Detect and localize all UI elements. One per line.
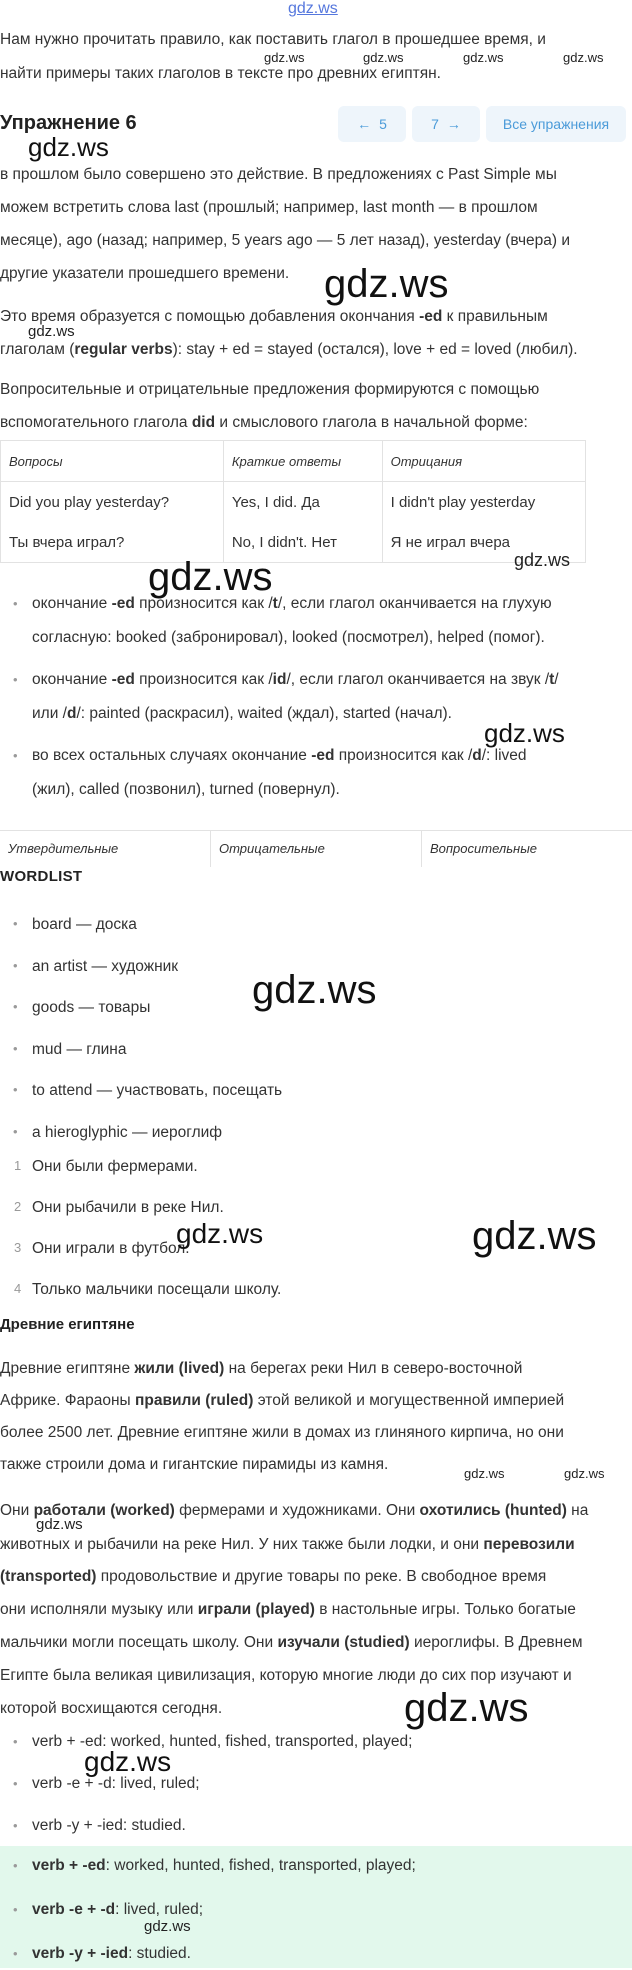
text-line: Они работали (worked) фермерами и художниками. Они охотились (hunted) на	[0, 1502, 589, 1519]
rule-line: в прошлом было совершено это действие. В предложениях с Past Simple мы	[0, 166, 557, 183]
list-item: • goods — товары	[13, 999, 151, 1016]
list-item: • board — доска	[13, 916, 137, 933]
table-header: Утвердительные	[0, 831, 211, 867]
bullet-icon: •	[13, 999, 18, 1014]
watermark: gdz.ws	[463, 50, 504, 65]
list-item: • окончание -ed произносится как /id/, если глагол оканчивается на звук /t/ или /d/: painted (раскрасил), waited (ждал), started (начал).	[0, 663, 632, 731]
list-item: • to attend — участвовать, посещать	[13, 1082, 283, 1099]
list-item: • a hieroglyphic — иероглиф	[13, 1123, 223, 1141]
sentence-types-header	[0, 830, 632, 867]
watermark: gdz.ws	[144, 1918, 191, 1935]
watermark: gdz.ws	[324, 262, 449, 306]
bullet-icon: •	[13, 596, 18, 611]
watermark: gdz.ws	[36, 1516, 83, 1533]
item-number: 4	[14, 1281, 22, 1296]
rule-line: другие указатели прошедшего времени.	[0, 265, 290, 282]
list-item: • окончание -ed произносится как /t/, если глагол оканчивается на глухую согласную: booked (забронировал), looked (посмотрел), helped (помог).	[0, 587, 632, 655]
table-cell: Did you play yesterday?	[1, 482, 224, 523]
list-item: • verb + -ed: worked, hunted, fished, transported, played;	[0, 1728, 632, 1770]
text-line: которой восхищаются сегодня.	[0, 1700, 223, 1717]
text-line: Египте была великая цивилизация, которую многие люди до сих пор изучают и	[0, 1667, 572, 1684]
table-header: Вопросы	[1, 441, 224, 482]
rule-line: месяце), ago (назад; например, 5 years ago — 5 лет назад), yesterday (вчера) и	[0, 232, 571, 249]
text-title: Древние египтяне	[0, 1316, 135, 1333]
bullet-icon: •	[13, 1902, 18, 1917]
watermark: gdz.ws	[363, 50, 404, 65]
watermark: gdz.ws	[563, 50, 604, 65]
intro-line-1: Нам нужно прочитать правило, как поставить глагол в прошедшее время, и	[0, 31, 546, 48]
text-line: Древние египтяне жили (lived) на берегах реки Нил в северо-восточной	[0, 1360, 523, 1377]
bullet-icon: •	[13, 1858, 18, 1873]
item-number: 3	[14, 1240, 22, 1255]
table-header: Отрицания	[382, 441, 585, 482]
table-cell: I didn't play yesterday	[382, 482, 585, 523]
item-number: 1	[14, 1158, 22, 1173]
text-line: (transported) продовольствие и другие товары по реке. В свободное время	[0, 1568, 547, 1585]
watermark: gdz.ws	[514, 550, 571, 570]
bullet-icon: •	[13, 672, 18, 687]
wordlist	[0, 916, 632, 1165]
watermark: gdz.ws	[28, 323, 75, 340]
wordlist-title: WORDLIST	[0, 868, 83, 885]
bullet-icon: •	[13, 1040, 18, 1056]
table-header: Вопросительные	[430, 841, 537, 856]
list-item: 1 Они были фермерами.	[14, 1158, 198, 1175]
next-exercise-button[interactable]	[412, 106, 480, 142]
table-cell: Yes, I did. Да	[223, 482, 382, 523]
watermark: gdz.ws	[404, 1686, 529, 1730]
list-item: • verb + -ed: worked, hunted, fished, transported, played;	[0, 1852, 632, 1896]
text-line: животных и рыбачили на реке Нил. У них также были лодки, и они перевозили	[0, 1536, 575, 1553]
watermark: gdz.ws	[84, 1746, 172, 1777]
watermark: gdz.ws	[264, 50, 305, 65]
arrow-right-icon: →	[446, 116, 461, 132]
list-item: • mud — глина	[13, 1040, 127, 1058]
bullet-icon: •	[13, 1123, 18, 1139]
pronunciation-list	[0, 587, 632, 807]
rule-line: Вопросительные и отрицательные предложения формируются с помощью	[0, 381, 540, 398]
text-line: они исполняли музыку или играли (played) в настольные игры. Только богатые	[0, 1601, 576, 1618]
text-line: Африке. Фараоны правили (ruled) этой великой и могущественной империей	[0, 1392, 565, 1409]
watermark: gdz.ws	[148, 555, 273, 599]
prev-label: 5	[379, 116, 387, 132]
watermark: gdz.ws	[176, 1218, 264, 1249]
item-number: 2	[14, 1199, 22, 1214]
table-cell: Я не играл вчера	[382, 522, 585, 563]
list-item: 4 Только мальчики посещали школу.	[14, 1281, 282, 1298]
arrow-left-icon: ←	[357, 116, 372, 132]
list-item: • во всех остальных случаях окончание -ed произносится как /d/: lived (жил), called (позвонил), turned (повернул).	[0, 739, 632, 807]
watermark-link[interactable]: gdz.ws	[288, 0, 338, 17]
rule-line: Это время образуется с помощью добавления окончания -ed к правильным	[0, 308, 548, 325]
list-item: • an artist — художник	[13, 957, 179, 975]
bullet-icon: •	[13, 957, 18, 973]
text-line: мальчики могли посещать школу. Они изучали (studied) иероглифы. В Древнем	[0, 1634, 583, 1651]
list-item: • verb -y + -ied: studied.	[0, 1940, 632, 1970]
table-header: Краткие ответы	[223, 441, 382, 482]
list-item: • verb -e + -d: lived, ruled;	[0, 1770, 632, 1812]
bullet-icon: •	[13, 1776, 18, 1791]
watermark: gdz.ws	[472, 1214, 597, 1258]
rule-line: можем встретить слова last (прошлый; например, last month — в прошлом	[0, 199, 538, 216]
rule-line: глаголам (regular verbs): stay + ed = stayed (остался), love + ed = loved (любил).	[0, 341, 578, 358]
bullet-icon: •	[13, 1734, 18, 1749]
list-item: • verb -y + -ied: studied.	[0, 1812, 632, 1854]
watermark: gdz.ws	[464, 1466, 505, 1481]
watermark: gdz.ws	[252, 968, 377, 1012]
table-cell: Ты вчера играл?	[1, 522, 224, 563]
text-line: также строили дома и гигантские пирамиды из камня.	[0, 1456, 389, 1473]
text-line: более 2500 лет. Древние египтяне жили в домах из глиняного кирпича, но они	[0, 1424, 564, 1441]
bullet-icon: •	[13, 1082, 18, 1097]
answer-list	[0, 1852, 632, 1970]
watermark: gdz.ws	[564, 1466, 605, 1481]
list-item: 2 Они рыбачили в реке Нил.	[14, 1199, 224, 1216]
intro-line-2: найти примеры таких глаголов в тексте про древних египтян.	[0, 65, 441, 82]
watermark: gdz.ws	[28, 132, 109, 162]
bullet-icon: •	[13, 1818, 18, 1833]
all-exercises-button[interactable]: Все упражнения	[486, 106, 626, 142]
list-item: 3 Они играли в футбол.	[14, 1240, 190, 1257]
table-header: Отрицательные	[211, 831, 422, 867]
next-label: 7	[431, 116, 439, 132]
table-cell: No, I didn't. Нет	[223, 522, 382, 563]
grammar-table	[0, 440, 586, 563]
list-item: • verb -e + -d: lived, ruled;	[0, 1896, 632, 1940]
prev-exercise-button[interactable]	[338, 106, 406, 142]
exercise-heading: Упражнение 6	[0, 112, 137, 134]
bullet-icon: •	[13, 916, 18, 931]
rule-line: вспомогательного глагола did и смыслового глагола в начальной форме:	[0, 414, 528, 431]
watermark: gdz.ws	[484, 718, 565, 748]
bullet-icon: •	[13, 748, 18, 763]
bullet-icon: •	[13, 1946, 18, 1961]
